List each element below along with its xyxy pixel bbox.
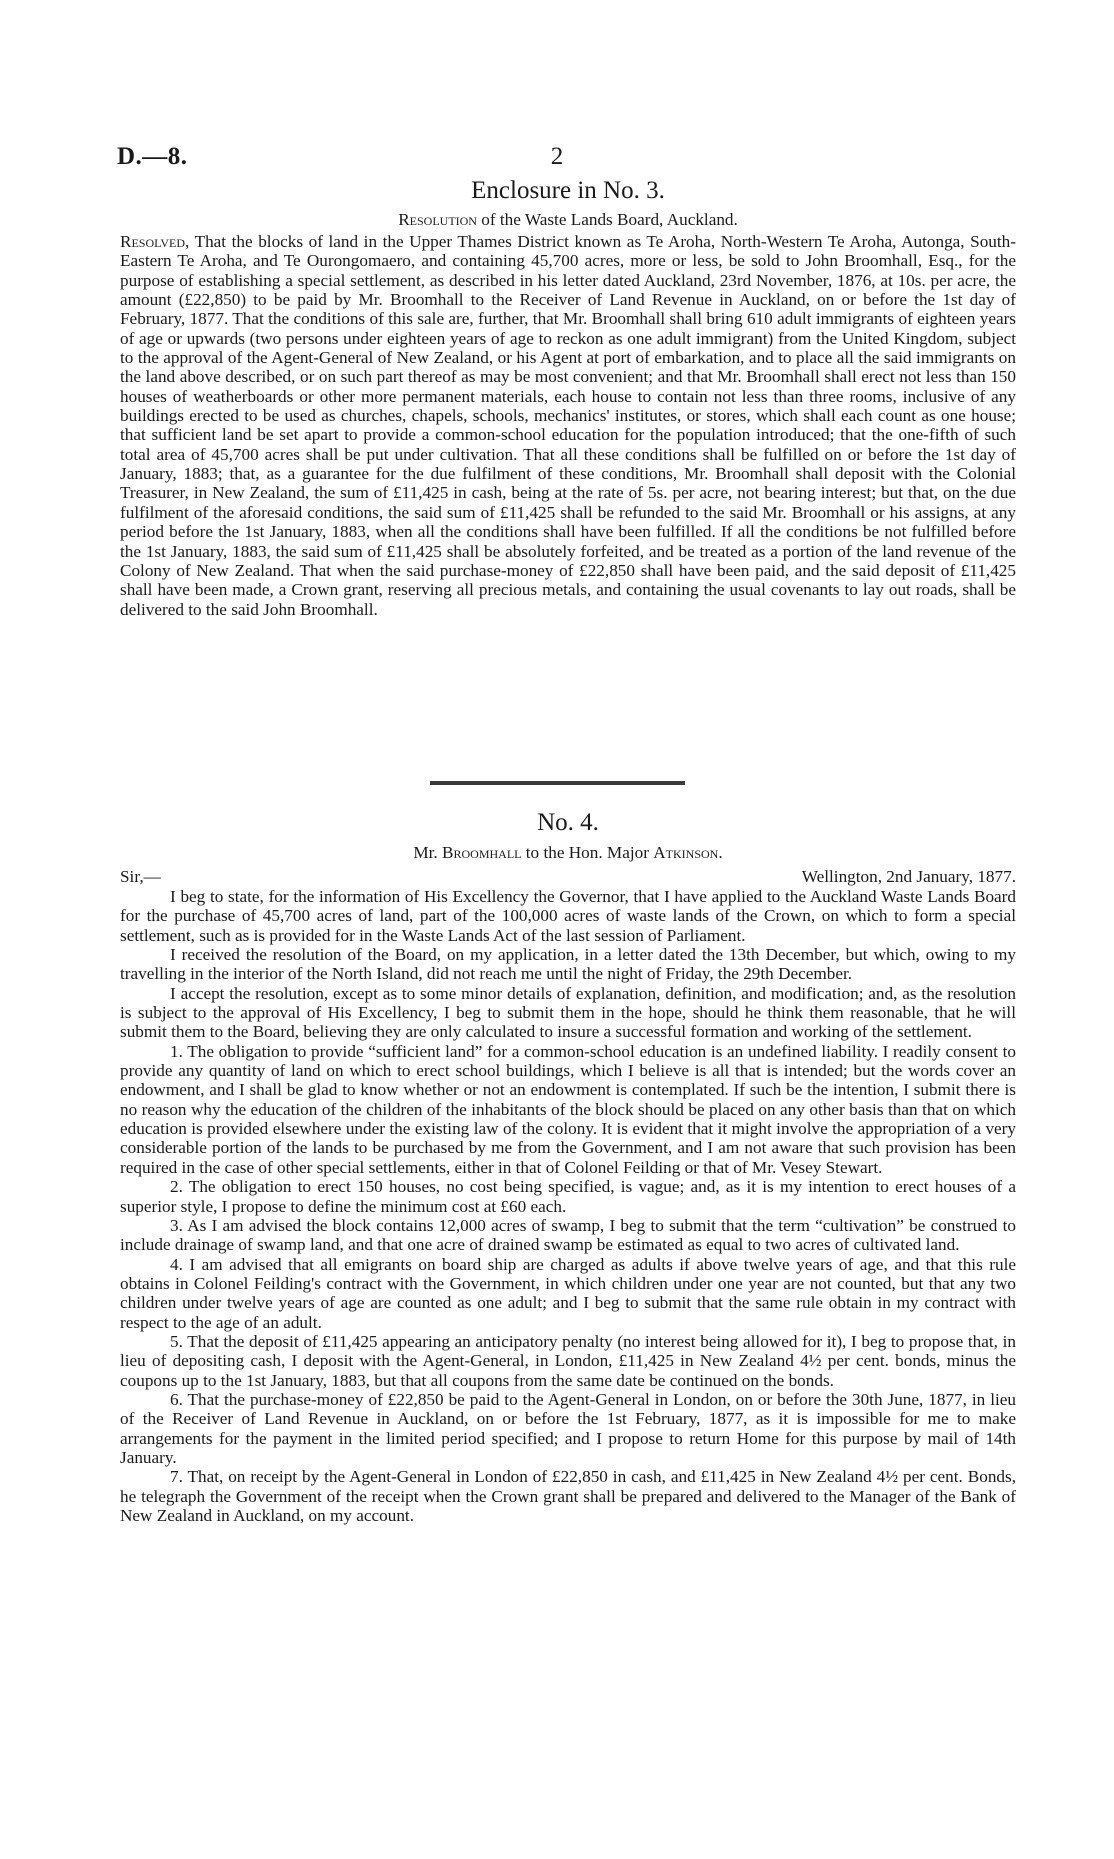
salutation: Sir,—	[120, 867, 161, 886]
document-reference: D.—8.	[117, 143, 188, 170]
from-prefix: Mr.	[413, 843, 443, 862]
resolution-text: That the blocks of land in the Upper Thames District known as Te Aroha, North-Western Te Aroha, Autonga, South-Eastern Te Aroha, and Te Ourongomaero, and containing 45,700 acres, more or less, be sold to John Broomhall, Esq., for the purpose of establishing a special settlement, as described in his letter dated Auckland, 23rd November, 1876, at 10s. per acre, the amount (£22,850) to be paid by Mr. Broomhall to the Receiver of Land Revenue in Auckland, on or before the 1st day of February, 1877. That the conditions of this sale are, further, that Mr. Broomhall shall bring 610 adult immigrants of eighteen years of age or upwards (two persons under eighteen years of age to reckon as one adult immigrant) from the United Kingdom, subject to the approval of the Agent-General of New Zealand, or his Agent at port of embarkation, and to place all the said immigrants on the land above described, or on such part thereof as may be most convenient; and that Mr. Broomhall shall erect not less than 150 houses of weatherboards or other more permanent materials, each house to contain not less than three rooms, inclusive of any buildings erected to be used as churches, chapels, schools, mechanics' institutes, or stores, which shall each count as one house; that sufficient land be set apart to provide a common-school education for the population introduced; that the one-fifth of such total area of 45,700 acres shall be put under cultivation. That all these conditions shall be fulfilled on or before the 1st day of January, 1883; that, as a guarantee for the due fulfilment of these conditions, Mr. Broomhall shall deposit with the Colonial Treasurer, in New Zealand, the sum of £11,425 in cash, being at the rate of 5s. per acre, not bearing interest; but that, on the due fulfilment of the aforesaid conditions, the said sum of £11,425 shall be refunded to the said Mr. Broomhall or his assigns, at any period before the 1st January, 1883, when all the conditions shall have been fulfilled. If all the conditions be not fulfilled before the 1st January, 1883, the said sum of £11,425 shall be absolutely forfeited, and be treated as a portion of the land revenue of the Colony of New Zealand. That when the said purchase-money of £22,850 shall have been paid, and the said deposit of £11,425 shall have been made, a Crown grant, reserving all precious metals, and containing the usual covenants to lay out roads, shall be delivered to the said John Broomhall.	[120, 232, 1016, 619]
letter-paragraph: I accept the resolution, except as to some minor details of explanation, definition, and modification; and, as the resolution is subject to the approval of His Excellency, I beg to submit them in the hope, should he think them reasonable, that he will submit them to the Board, believing they are only calculated to insure a successful formation and working of the settlement.	[120, 983, 1016, 1042]
section-divider	[430, 781, 685, 785]
to-name: Atkinson.	[653, 843, 723, 862]
letter-paragraph: I beg to state, for the information of His Excellency the Governor, that I have applied to the Auckland Waste Lands Board for the purchase of 45,700 acres of land, part of the 100,000 acres of waste lands of the Crown, on which to form a special settlement, such as is provided for in the Waste Lands Act of the last session of Parliament.	[120, 887, 1016, 945]
subtitle-lead: Resolution	[398, 210, 477, 229]
letter-number: No. 4.	[537, 809, 599, 836]
letter-paragraph: 2. The obligation to erect 150 houses, no cost being specified, is vague; and, as it is my intention to erect houses of a superior style, I propose to define the minimum cost at £60 each.	[120, 1177, 1016, 1216]
letter-body	[120, 887, 1016, 1525]
letter-paragraph: 3. As I am advised the block contains 12,000 acres of swamp, I beg to submit that the term “cultivation” be construed to include drainage of swamp land, and that one acre of drained swamp be estimated as equal to two acres of cultivated land.	[120, 1215, 1016, 1255]
from-name: Broomhall	[442, 843, 522, 862]
enclosure-section	[120, 176, 1016, 619]
enclosure-subtitle	[120, 209, 1016, 231]
subtitle-rest: of the Waste Lands Board, Auckland.	[476, 210, 738, 229]
dateline: Wellington, 2nd January, 1877.	[801, 867, 1016, 886]
page-number: 2	[550, 143, 564, 170]
to-text: to the Hon. Major	[521, 843, 654, 862]
letter-address	[120, 842, 1016, 864]
letter-paragraph: 6. That the purchase-money of £22,850 be paid to the Agent-General in London, on or before the 30th June, 1877, in lieu of the Receiver of Land Revenue in Auckland, on or before the 1st February, 1877, as it is impossible for me to make arrangements for the payment in the limited period specified; and I propose to return Home for this purpose by mail of 14th January.	[120, 1389, 1016, 1467]
enclosure-title: Enclosure in No. 3.	[471, 177, 665, 204]
letter-section	[120, 808, 1016, 1525]
letter-paragraph: I received the resolution of the Board, on my application, in a letter dated the 13th December, but which, owing to my travelling in the interior of the North Island, did not reach me until the night of Friday, the 29th December.	[120, 945, 1016, 984]
salutation-line	[120, 867, 1016, 887]
resolution-paragraph	[120, 232, 1016, 619]
resolved-lead: Resolved,	[120, 232, 190, 251]
letter-paragraph: 5. That the deposit of £11,425 appearing an anticipatory penalty (no interest being allowed for it), I beg to propose that, in lieu of depositing cash, I deposit with the Agent-General, in London, £11,425 in New Zealand 4½ per cent. bonds, minus the coupons up to the 1st January, 1883, but that all coupons from the same date be continued on the bonds.	[120, 1331, 1016, 1390]
letter-paragraph: 1. The obligation to provide “sufficient land” for a common-school education is an undefined liability. I readily consent to provide any quantity of land on which to erect school buildings, which I believe is all that is intended; but the words cover an endowment, and I shall be glad to know whether or not an endowment is contemplated. If such be the intention, I submit there is no reason why the education of the children of the inhabitants of the block should be placed on any other basis than that on which education is provided elsewhere under the existing law of the colony. It is evident that it might involve the appropriation of a very considerable portion of the lands to be purchased by me from the Government, and I am not aware that such provision has been required in the case of other special settlements, either in that of Colonel Feilding or that of Mr. Vesey Stewart.	[120, 1041, 1016, 1177]
letter-paragraph: 7. That, on receipt by the Agent-General in London of £22,850 in cash, and £11,425 in New Zealand 4½ per cent. Bonds, he telegraph the Government of the receipt when the Crown grant shall be prepared and delivered to the Manager of the Bank of New Zealand in Auckland, on my account.	[120, 1467, 1016, 1525]
letter-paragraph: 4. I am advised that all emigrants on board ship are charged as adults if above twelve years of age, and that this rule obtains in Colonel Feilding's contract with the Government, in which children under one year are not counted, but that any two children under twelve years of age are counted as one adult; and I beg to submit that the same rule obtain in my contract with respect to the age of an adult.	[120, 1254, 1016, 1332]
